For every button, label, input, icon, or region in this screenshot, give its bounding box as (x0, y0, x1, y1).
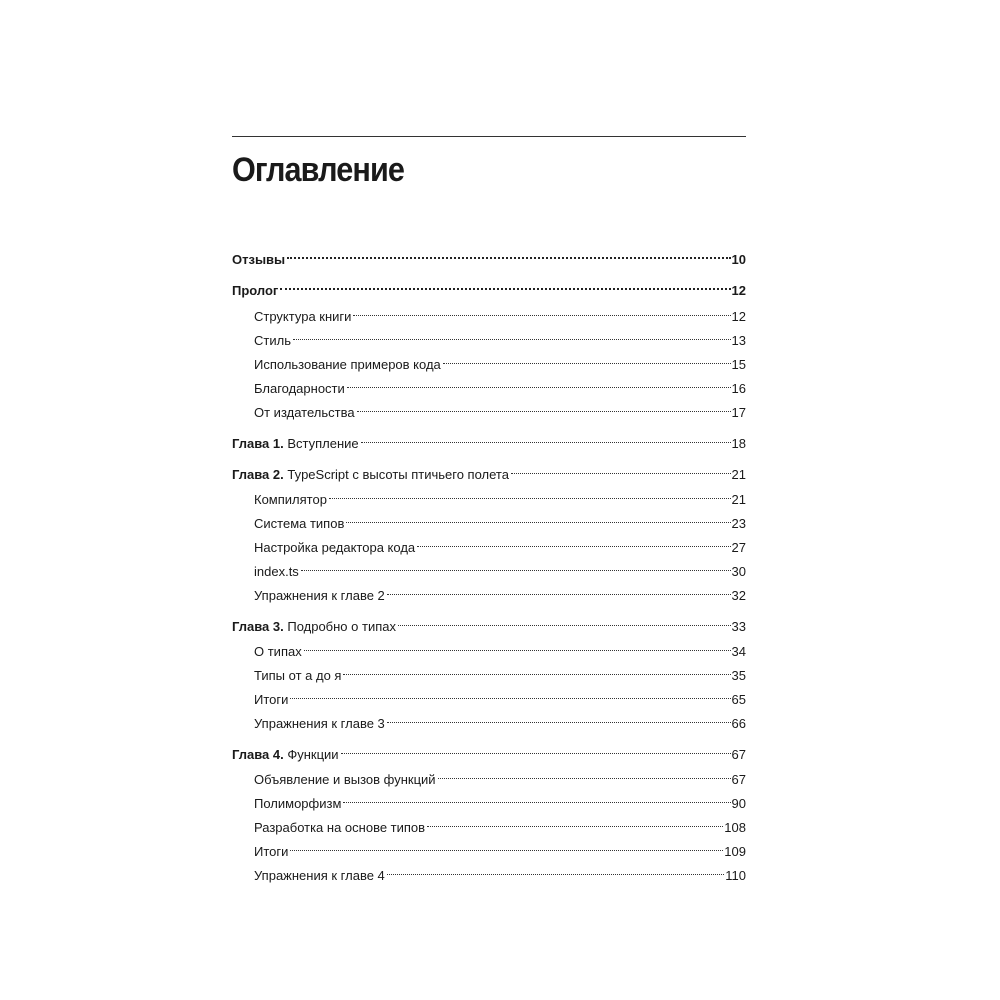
toc-entry-label: Компилятор (254, 492, 327, 507)
toc-entry-label: Упражнения к главе 3 (254, 716, 385, 731)
toc-entry-label: Благодарности (254, 381, 345, 396)
page-number: 67 (731, 772, 746, 787)
toc-entry-chapter[interactable] (232, 428, 746, 451)
toc-entry-label: Структура книги (254, 309, 352, 324)
dot-leader (438, 764, 731, 784)
toc-entry-chapter[interactable] (232, 739, 746, 762)
toc-entry-sub[interactable] (254, 484, 746, 507)
page-title: Оглавление (232, 151, 405, 189)
toc-entry-label: Упражнения к главе 2 (254, 588, 385, 603)
dot-leader (341, 739, 731, 759)
toc-entry-part[interactable] (232, 275, 746, 298)
toc-entry-sub[interactable] (254, 636, 746, 659)
dot-leader (290, 836, 723, 856)
toc-entry-sub[interactable] (254, 788, 746, 811)
toc-entry-label: Типы от а до я (254, 668, 342, 683)
page-number: 10 (731, 252, 746, 267)
dot-leader (280, 275, 730, 295)
dot-leader (353, 301, 730, 321)
toc-entry-sub[interactable] (254, 660, 746, 683)
toc-entry-label: Система типов (254, 516, 345, 531)
dot-leader (511, 459, 731, 479)
toc-entry-label (232, 745, 339, 765)
page-number: 32 (731, 588, 746, 603)
page-number: 15 (731, 357, 746, 372)
toc-entry-sub[interactable] (254, 708, 746, 731)
toc-entry-label: Использование примеров кода (254, 357, 441, 372)
page-number: 90 (731, 796, 746, 811)
toc-entry-label (232, 617, 396, 637)
page-number: 21 (731, 492, 746, 507)
toc-entry-label: Разработка на основе типов (254, 820, 426, 835)
chapter-title: TypeScript с высоты птичьего полета (287, 467, 509, 482)
chapter-number: Глава 2. (232, 467, 284, 482)
chapter-number: Глава 3. (232, 619, 284, 634)
toc-entry-label: Объявление и вызов функций (254, 772, 436, 787)
toc-entry-sub[interactable] (254, 325, 746, 348)
toc-entry-sub[interactable] (254, 397, 746, 420)
page-number: 65 (731, 692, 746, 707)
toc-entry-chapter[interactable] (232, 611, 746, 634)
toc-entry-label: Итоги (254, 844, 289, 859)
toc-entry-sub[interactable] (254, 373, 746, 396)
dot-leader (290, 684, 730, 704)
toc-entry-sub[interactable] (254, 556, 746, 579)
page-number: 23 (731, 516, 746, 531)
page-number: 30 (731, 564, 746, 579)
chapter-number: Глава 4. (232, 747, 284, 762)
toc-entry-sub[interactable] (254, 580, 746, 603)
toc-entry-label: От издательства (254, 405, 355, 420)
toc-entry-sub[interactable] (254, 684, 746, 707)
page-number: 27 (731, 540, 746, 555)
chapter-number: Глава 1. (232, 436, 284, 451)
page-number: 13 (731, 333, 746, 348)
page-number: 35 (731, 668, 746, 683)
toc-entry-label (232, 434, 359, 454)
toc-entry-sub[interactable] (254, 301, 746, 324)
chapter-title: Функции (287, 747, 339, 762)
chapter-title: Вступление (287, 436, 359, 451)
toc-entry-label: Стиль (254, 333, 291, 348)
dot-leader (287, 244, 730, 264)
page-number: 17 (731, 405, 746, 420)
dot-leader (417, 532, 730, 552)
toc-entry-sub[interactable] (254, 860, 746, 883)
toc-entry-sub[interactable] (254, 508, 746, 531)
toc-entry-label: Пролог (232, 283, 279, 298)
toc-list (232, 0, 746, 1000)
page-number: 108 (724, 820, 746, 835)
page-number: 16 (731, 381, 746, 396)
toc-entry-sub[interactable] (254, 836, 746, 859)
toc-entry-label: Отзывы (232, 252, 286, 267)
page-number: 21 (731, 467, 746, 482)
page-number: 67 (731, 747, 746, 762)
toc-entry-part[interactable] (232, 244, 746, 267)
dot-leader (329, 484, 731, 504)
page-number: 109 (724, 844, 746, 859)
page-number: 66 (731, 716, 746, 731)
dot-leader (343, 788, 730, 808)
dot-leader (343, 660, 730, 680)
chapter-title: Подробно о типах (287, 619, 396, 634)
dot-leader (361, 428, 731, 448)
toc-entry-label: Полиморфизм (254, 796, 342, 811)
toc-entry-sub[interactable] (254, 349, 746, 372)
dot-leader (387, 708, 731, 728)
dot-leader (346, 508, 730, 528)
page-number: 110 (725, 868, 746, 883)
dot-leader (398, 611, 731, 631)
toc-entry-label (232, 465, 509, 485)
dot-leader (443, 349, 731, 369)
dot-leader (427, 812, 723, 832)
toc-entry-label: index.ts (254, 564, 299, 579)
dot-leader (293, 325, 731, 345)
dot-leader (301, 556, 731, 576)
dot-leader (347, 373, 731, 393)
page-number: 12 (731, 309, 746, 324)
page-number: 18 (731, 436, 746, 451)
toc-entry-sub[interactable] (254, 764, 746, 787)
dot-leader (387, 860, 724, 880)
page-number: 12 (731, 283, 746, 298)
toc-entry-label: О типах (254, 644, 302, 659)
toc-entry-chapter[interactable] (232, 459, 746, 482)
toc-entry-label: Итоги (254, 692, 289, 707)
toc-entry-sub[interactable] (254, 532, 746, 555)
toc-entry-sub[interactable] (254, 812, 746, 835)
toc-entry-label: Упражнения к главе 4 (254, 868, 385, 883)
page-number: 34 (731, 644, 746, 659)
dot-leader (304, 636, 731, 656)
page-number: 33 (731, 619, 746, 634)
toc-entry-label: Настройка редактора кода (254, 540, 416, 555)
dot-leader (357, 397, 731, 417)
dot-leader (387, 580, 731, 600)
